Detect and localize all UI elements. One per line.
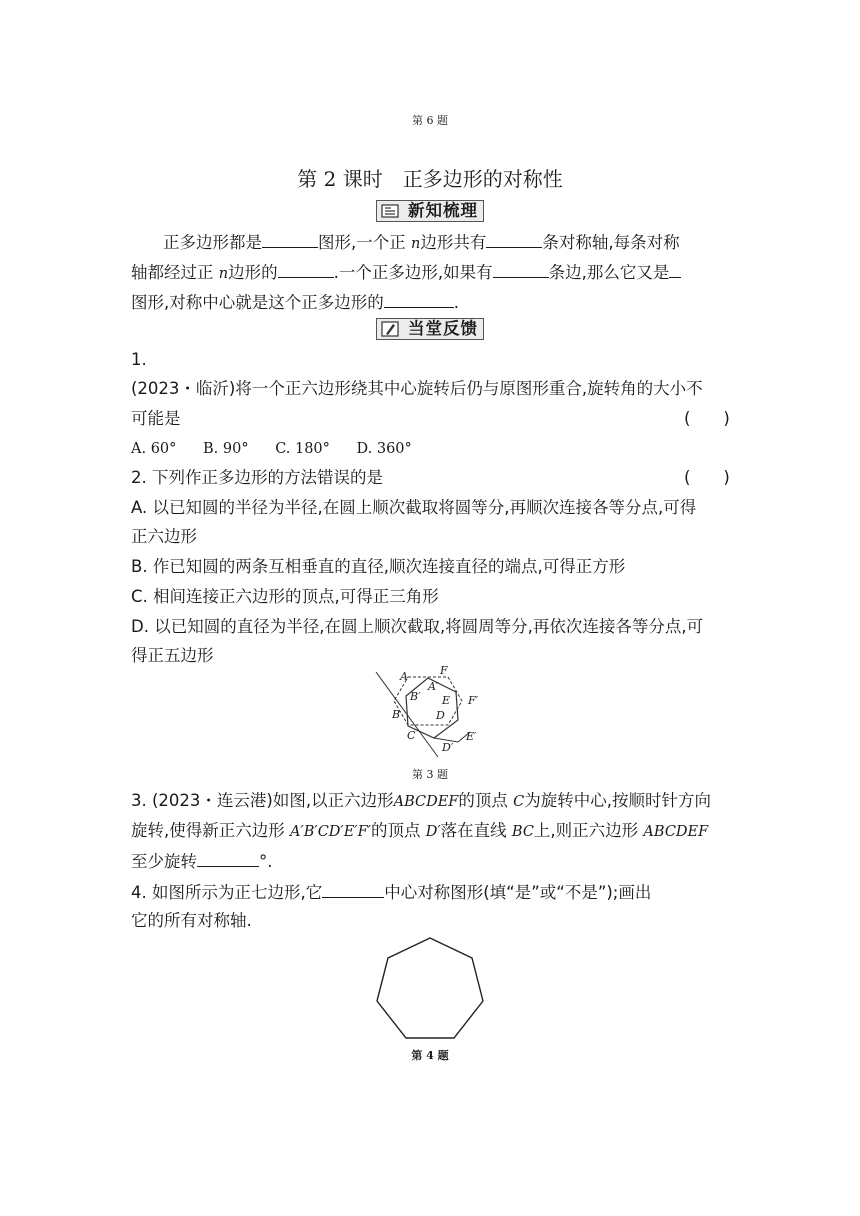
figure-4-caption: 第 4 题	[411, 1049, 449, 1062]
intro-text: .	[453, 293, 459, 312]
var-n: n	[218, 266, 229, 282]
q3-text: °.	[259, 852, 273, 871]
label-f: F	[440, 664, 448, 677]
banner-label: 当堂反馈	[408, 319, 478, 338]
pen-icon	[381, 321, 399, 337]
q3-text: 为旋转中心,按顺时针方向	[524, 791, 711, 810]
blank-4[interactable]	[493, 261, 549, 278]
option-b[interactable]: B. 90°	[203, 441, 249, 457]
point-c: C	[513, 794, 525, 810]
q2-stem: 2. 下列作正多边形的方法错误的是	[131, 468, 383, 487]
intro-text: .一个正多边形,如果有	[333, 263, 493, 282]
intro-text: 正多边形都是	[163, 233, 262, 252]
blank-3[interactable]	[278, 261, 334, 278]
q1-options	[131, 438, 412, 460]
q4-blank[interactable]	[322, 881, 384, 898]
intro-text: 条边,那么它又是	[548, 263, 670, 282]
q3-text: 至少旋转	[131, 852, 197, 871]
intro-text: 条对称轴,每条对称	[542, 233, 680, 252]
option-a[interactable]: A. 60°	[131, 441, 177, 457]
q4-line-1	[131, 881, 651, 904]
intro-line-1	[163, 231, 680, 255]
intro-line-3	[131, 291, 459, 314]
q3-text: 3. (2023・连云港)如图,以正六边形	[131, 791, 394, 810]
q1-answer-paren[interactable]: ( )	[684, 409, 730, 428]
blank-2[interactable]	[486, 231, 542, 248]
var-n: n	[411, 236, 421, 252]
section-title: 第 2 课时 正多边形的对称性	[297, 167, 563, 191]
intro-text: 边形共有	[420, 233, 487, 252]
q3-text: 落在直线	[440, 821, 507, 840]
q2-option-a-1[interactable]: A. 以已知圆的半径为半径,在圆上顺次截取将圆等分,再顺次连接各等分点,可得	[131, 498, 697, 517]
banner-label: 新知梳理	[408, 201, 478, 220]
q3-text: 的顶点	[458, 791, 508, 810]
q3-text: 旋转,使得新正六边形	[131, 821, 285, 840]
point-d-prime: D′	[425, 824, 441, 840]
intro-text: 边形的	[228, 263, 278, 282]
figure-3-caption: 第 3 题	[412, 768, 448, 781]
label-a-prime: A′	[428, 680, 439, 693]
new-knowledge-banner	[376, 200, 484, 222]
intro-text: 图形,对称中心就是这个正多边形的	[131, 293, 384, 312]
line-bc-name: BC	[511, 824, 534, 840]
blank-1[interactable]	[262, 231, 318, 248]
figure-3-diagram	[370, 662, 500, 762]
hexagon-name: ABCDEF	[393, 794, 459, 810]
heptagon	[377, 938, 483, 1038]
q2-option-c[interactable]: C. 相间连接正六边形的顶点,可得正三角形	[131, 587, 439, 606]
book-icon	[381, 203, 399, 219]
blank-6[interactable]	[384, 291, 454, 308]
option-c[interactable]: C. 180°	[275, 441, 330, 457]
q2-option-d-2: 得正五边形	[131, 646, 214, 665]
q2-option-b[interactable]: B. 作已知圆的两条互相垂直的直径,顺次连接直径的端点,可得正方形	[131, 557, 626, 576]
q1-stem-1: (2023・临沂)将一个正六边形绕其中心旋转后仍与原图形重合,旋转角的大小不	[131, 379, 703, 398]
new-hexagon-name: A′B′CD′E′F′	[290, 824, 371, 840]
label-c: C	[407, 729, 416, 742]
q3-line-1	[131, 790, 711, 813]
q3-blank[interactable]	[197, 850, 259, 867]
label-e: E	[442, 694, 451, 707]
q4-text: 4. 如图所示为正七边形,它	[131, 883, 323, 902]
figure-6-caption: 第 6 题	[412, 114, 448, 127]
option-d[interactable]: D. 360°	[356, 441, 412, 457]
q1-number: 1.	[131, 350, 147, 369]
intro-line-2	[131, 261, 681, 285]
q3-line-3	[131, 850, 273, 873]
q2-option-d-1[interactable]: D. 以已知圆的直径为半径,在圆上顺次截取,将圆周等分,再依次连接各等分点,可	[131, 617, 704, 636]
intro-text: 图形,一个正	[318, 233, 406, 252]
label-b-prime: B′	[410, 690, 421, 703]
label-b: B	[392, 708, 401, 721]
q2-answer-paren[interactable]: ( )	[684, 468, 730, 487]
hexagon-name: ABCDEF	[643, 824, 709, 840]
label-a: A	[400, 670, 408, 683]
intro-text: 轴都经过正	[131, 263, 214, 282]
q4-text: 中心对称图形(填“是”或“不是”);画出	[384, 883, 652, 902]
q3-text: 上,则正六边形	[533, 821, 639, 840]
figure-4-heptagon	[370, 934, 490, 1046]
label-e-prime: E′	[466, 730, 477, 743]
q2-option-a-2: 正六边形	[131, 527, 197, 546]
label-d: D	[436, 709, 445, 722]
q3-text: 的顶点	[370, 821, 421, 840]
label-d-prime: D′	[442, 741, 454, 754]
label-f-prime: F′	[468, 694, 479, 707]
q3-line-2	[131, 820, 708, 843]
q4-line-2: 它的所有对称轴.	[131, 911, 252, 930]
q1-stem-2: 可能是	[131, 409, 181, 428]
in-class-feedback-banner	[376, 318, 484, 340]
blank-5[interactable]	[669, 261, 681, 278]
